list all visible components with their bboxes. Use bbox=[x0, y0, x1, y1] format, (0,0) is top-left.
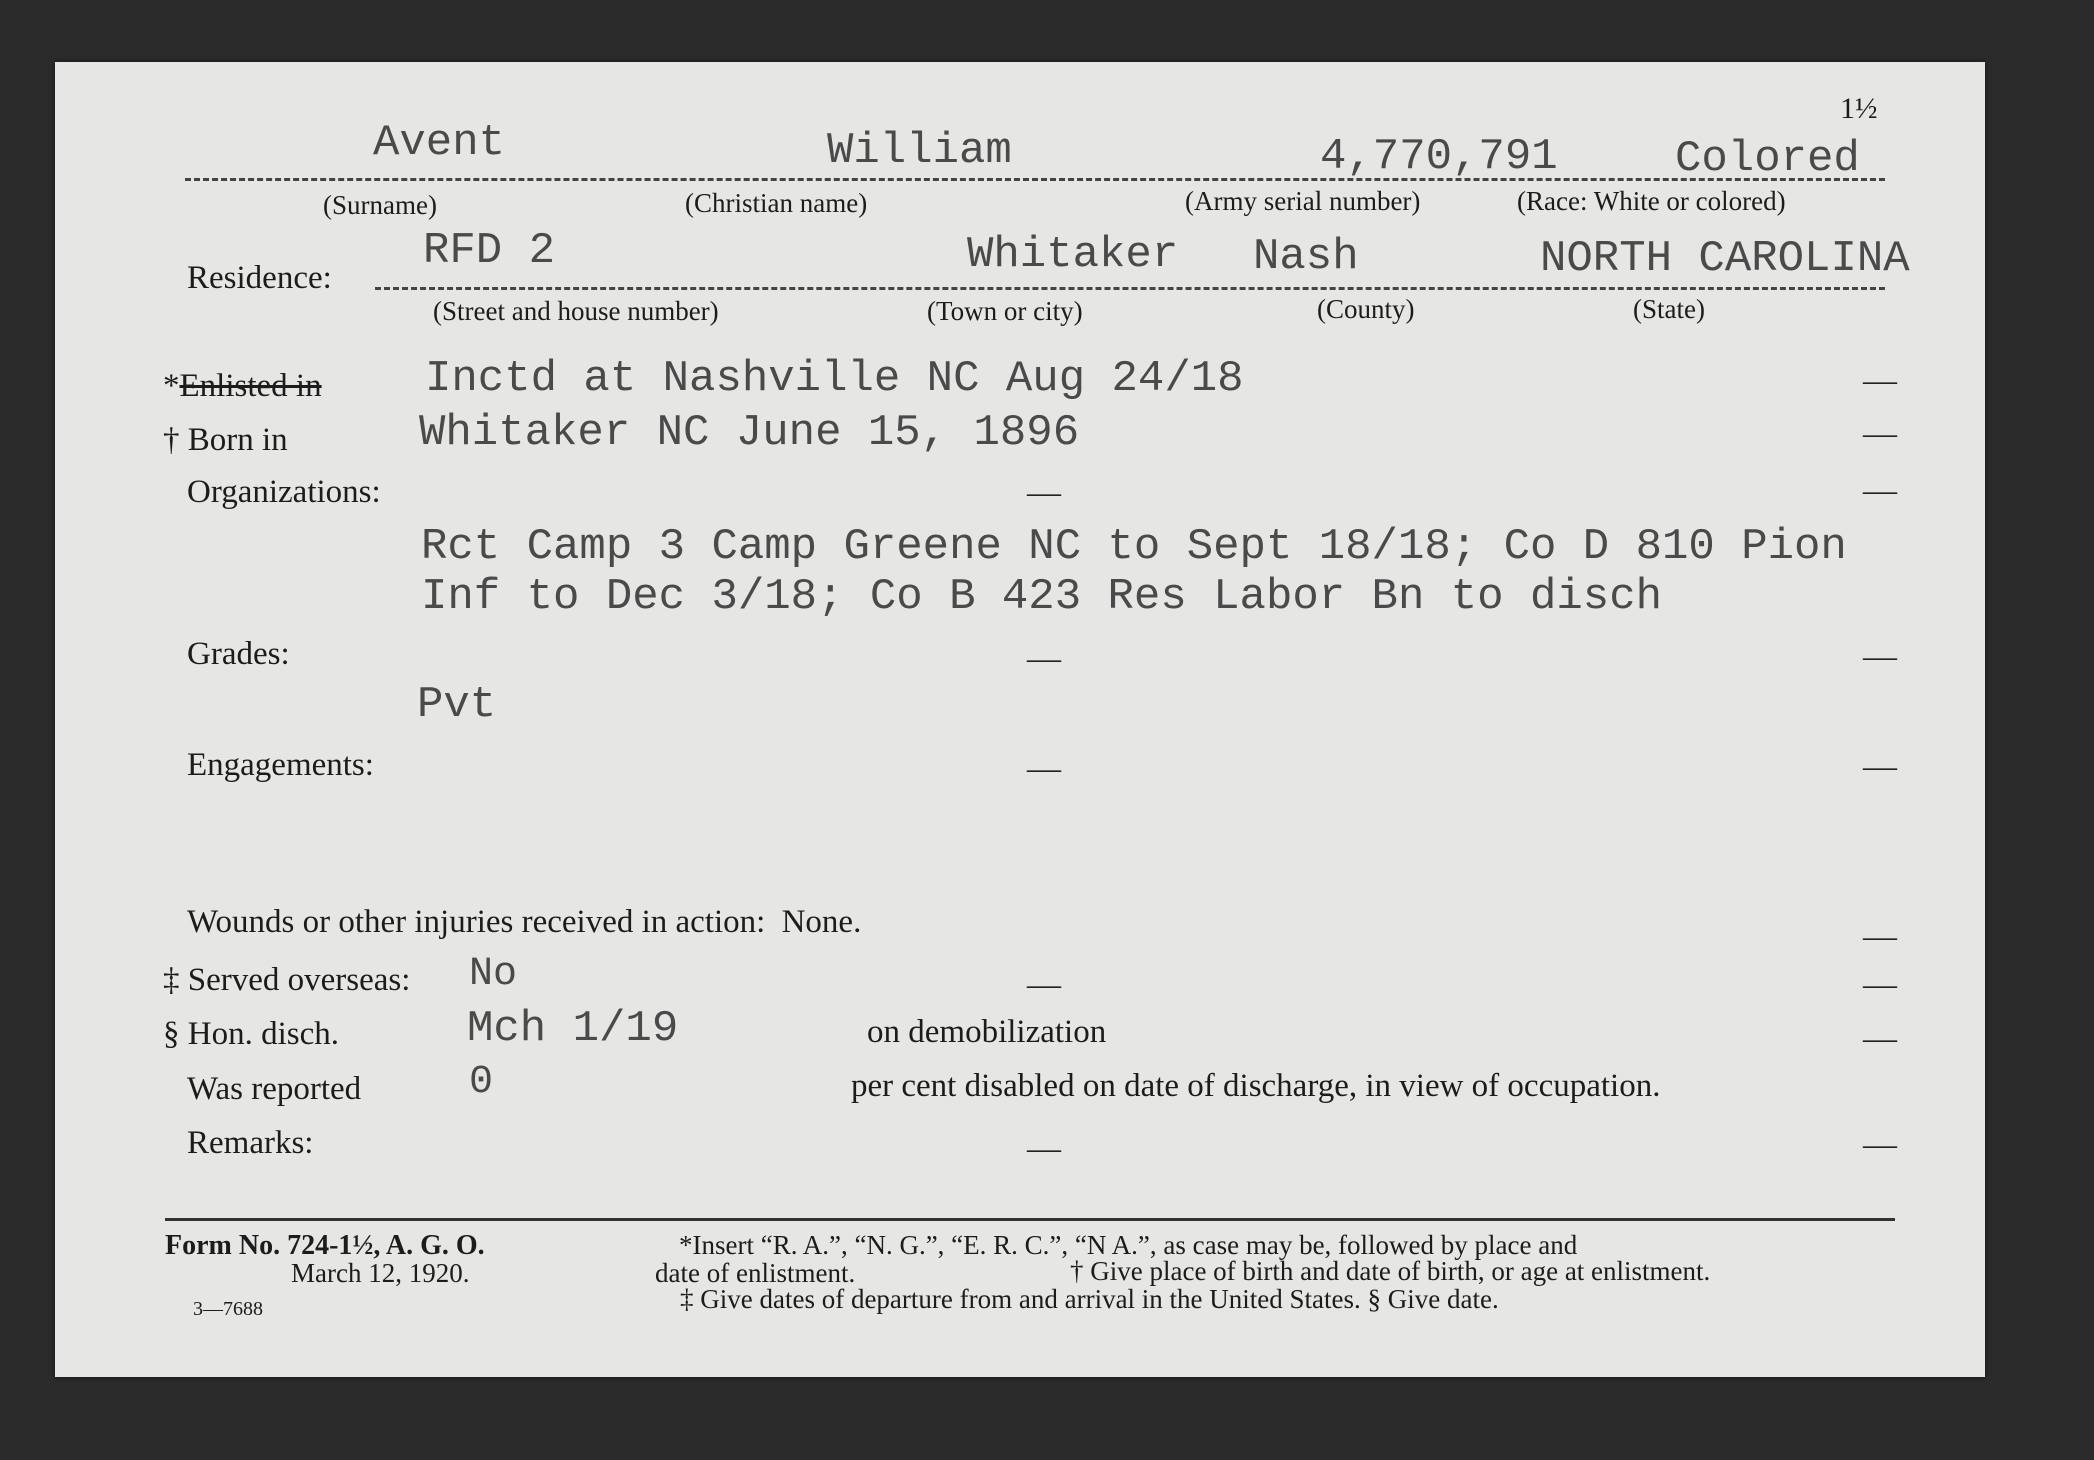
organizations-line-2: Inf to Dec 3/18; Co B 423 Res Labor Bn to disch bbox=[421, 572, 1663, 622]
caption-serial-number: (Army serial number) bbox=[1185, 186, 1421, 216]
engagements-label: Engagements: bbox=[187, 747, 374, 783]
dash-grades: — bbox=[1863, 638, 1897, 675]
residence-street-value: RFD 2 bbox=[423, 226, 556, 276]
enlisted-value: Inctd at Nashville NC Aug 24/18 bbox=[425, 354, 1244, 404]
residence-state-value: NORTH CAROLINA bbox=[1540, 234, 1910, 284]
hon-disch-reason: on demobilization bbox=[867, 1014, 1107, 1050]
corner-note: 1½ bbox=[1840, 92, 1878, 125]
dash-organizations: — bbox=[1863, 472, 1897, 509]
born-label: † Born in bbox=[163, 422, 288, 458]
caption-surname: (Surname) bbox=[323, 190, 437, 220]
residence-town-value: Whitaker bbox=[967, 230, 1179, 280]
enlisted-label-text: Enlisted in bbox=[179, 368, 322, 404]
dash-born: — bbox=[1863, 415, 1897, 452]
dash-engagements: — bbox=[1863, 748, 1897, 785]
wounds-label-text: Wounds or other injuries received in action: bbox=[187, 904, 766, 940]
caption-race: (Race: White or colored) bbox=[1517, 186, 1786, 216]
footnote-line-1: *Insert “R. A.”, “N. G.”, “E. R. C.”, “N A.”, as case may be, followed by place and bbox=[679, 1230, 1578, 1260]
enlisted-label bbox=[163, 368, 322, 405]
form-date: March 12, 1920. bbox=[291, 1258, 470, 1288]
serial-number-value: 4,770,791 bbox=[1320, 132, 1558, 182]
caption-state: (State) bbox=[1633, 294, 1705, 324]
remarks-label: Remarks: bbox=[187, 1125, 314, 1161]
footnote-line-3: ‡ Give dates of departure from and arrival in the United States. § Give date. bbox=[680, 1284, 1499, 1314]
form-number: Form No. 724-1½, A. G. O. bbox=[165, 1230, 485, 1261]
caption-christian-name: (Christian name) bbox=[685, 188, 868, 218]
reported-label: Was reported bbox=[187, 1071, 362, 1107]
service-record-card bbox=[55, 62, 1985, 1377]
reported-suffix: per cent disabled on date of discharge, in view of occupation. bbox=[851, 1068, 1661, 1104]
organizations-label: Organizations: bbox=[187, 474, 381, 510]
residence-dotted-line bbox=[375, 287, 1885, 290]
overseas-value: No bbox=[469, 952, 518, 997]
hon-disch-label: § Hon. disch. bbox=[163, 1016, 339, 1052]
residence-label: Residence: bbox=[187, 260, 332, 296]
dash-overseas: — bbox=[1863, 966, 1897, 1003]
footnote-line-2b: † Give place of birth and date of birth, or age at enlistment. bbox=[1070, 1256, 1711, 1286]
reported-value: 0 bbox=[469, 1060, 494, 1105]
born-value: Whitaker NC June 15, 1896 bbox=[419, 408, 1080, 458]
caption-county: (County) bbox=[1317, 294, 1415, 324]
race-value: Colored bbox=[1675, 134, 1860, 184]
dash-organizations-mid: — bbox=[1027, 474, 1061, 511]
dash-enlisted: — bbox=[1863, 362, 1897, 399]
dash-hon-disch: — bbox=[1863, 1020, 1897, 1057]
caption-street: (Street and house number) bbox=[433, 296, 719, 326]
grades-value: Pvt bbox=[417, 680, 497, 730]
overseas-label: ‡ Served overseas: bbox=[163, 962, 411, 998]
print-code: 3—7688 bbox=[193, 1298, 263, 1320]
caption-town: (Town or city) bbox=[927, 296, 1083, 326]
footnote-line-2a: date of enlistment. bbox=[655, 1258, 856, 1288]
dash-wounds: — bbox=[1863, 918, 1897, 955]
wounds-label bbox=[187, 904, 861, 941]
header-dotted-line bbox=[185, 178, 1885, 181]
organizations-line-1: Rct Camp 3 Camp Greene NC to Sept 18/18; Co D 810 Pion bbox=[421, 522, 1847, 572]
grades-label: Grades: bbox=[187, 636, 290, 672]
dash-remarks: — bbox=[1863, 1126, 1897, 1163]
residence-county-value: Nash bbox=[1253, 232, 1359, 282]
dash-overseas-mid: — bbox=[1027, 966, 1061, 1003]
wounds-value: None. bbox=[781, 904, 862, 940]
enlisted-mark: * bbox=[163, 368, 180, 404]
christian-name-value: William bbox=[827, 126, 1012, 176]
footer-rule bbox=[165, 1218, 1895, 1221]
surname-value: Avent bbox=[373, 118, 506, 168]
hon-disch-date: Mch 1/19 bbox=[467, 1004, 679, 1054]
dash-grades-mid: — bbox=[1027, 640, 1061, 677]
dash-engagements-mid: — bbox=[1027, 750, 1061, 787]
dash-remarks-mid: — bbox=[1027, 1130, 1061, 1167]
